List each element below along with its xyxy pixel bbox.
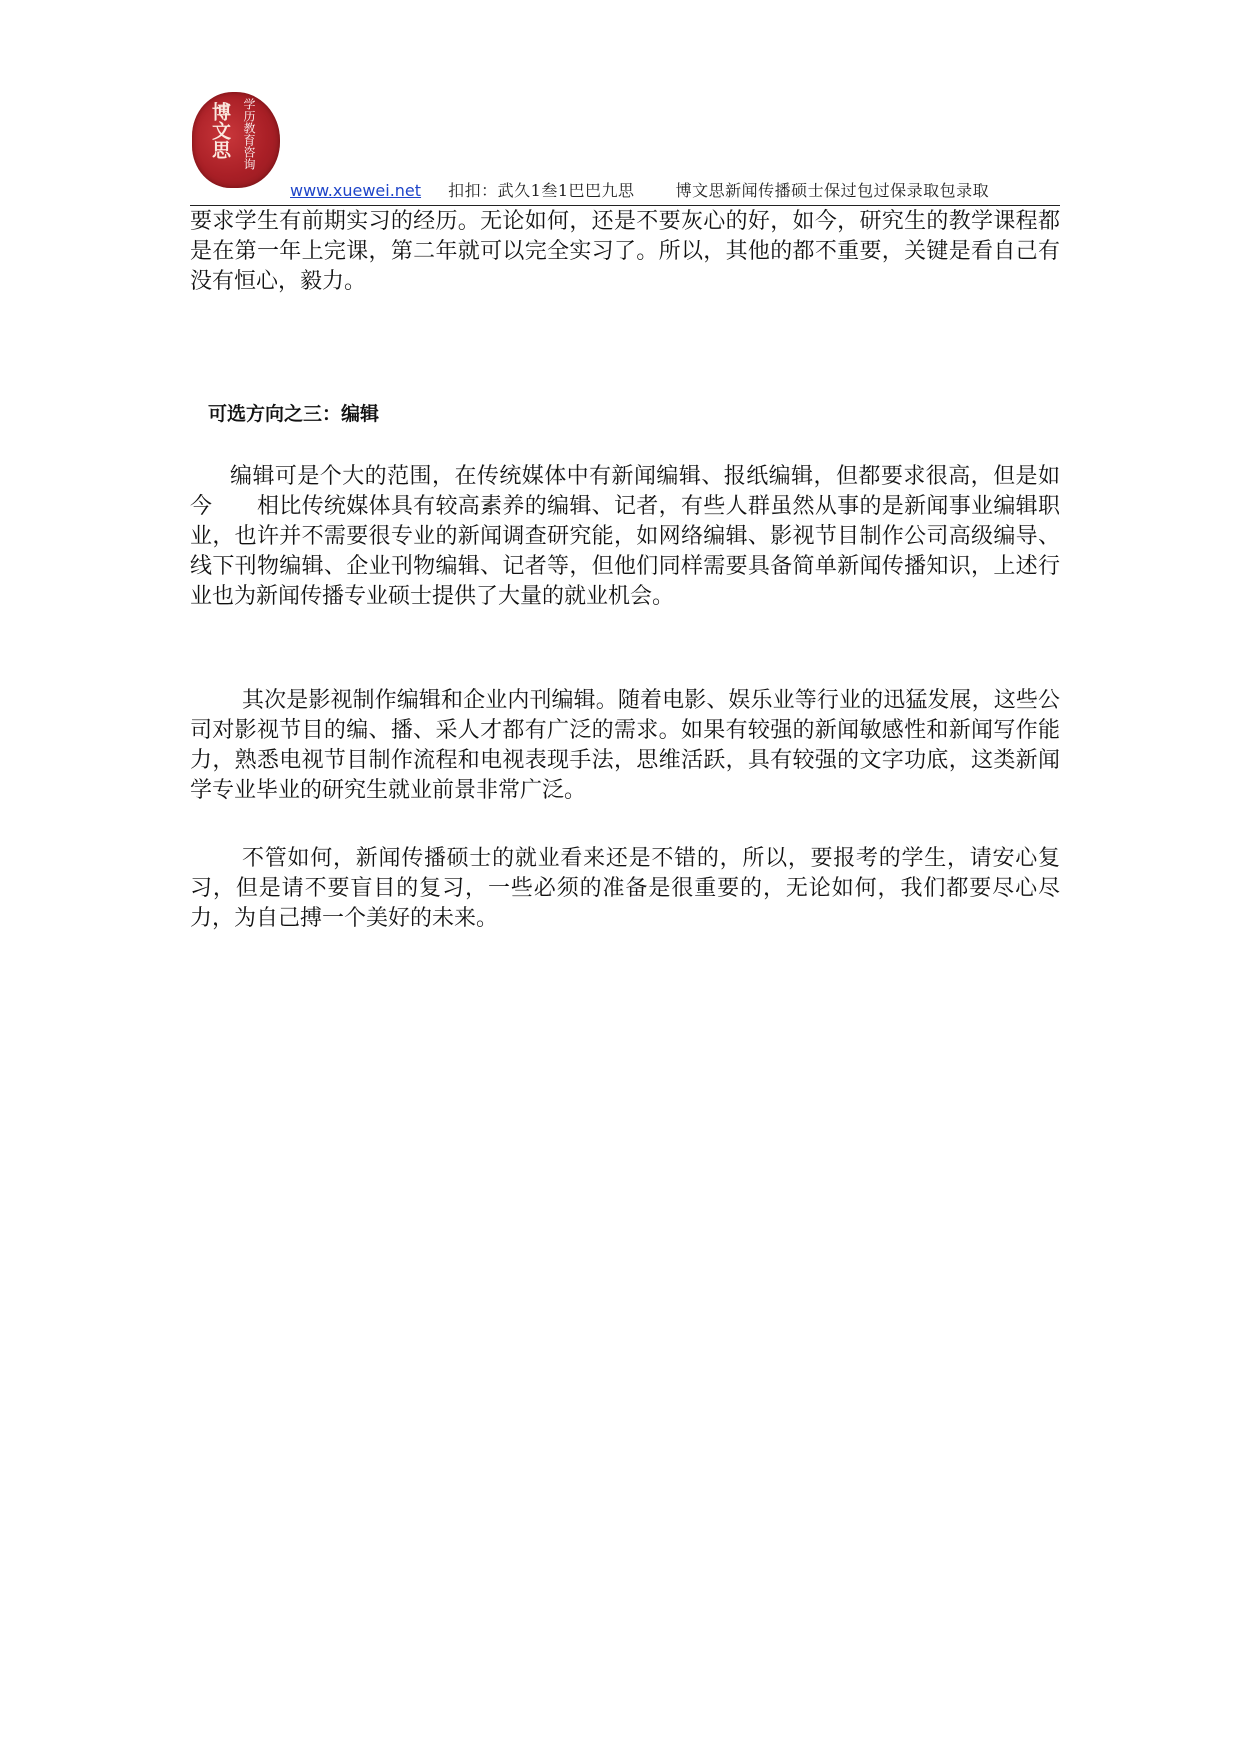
- website-link[interactable]: www.xuewei.net: [290, 181, 422, 200]
- logo-main-text: 博文思: [209, 102, 231, 159]
- paragraph-continued: 要求学生有前期实习的经历。无论如何，还是不要灰心的好，如今，研究生的教学课程都是在第一年上完课，第二年就可以完全实习了。所以，其他的都不重要，关键是看自己有没有恒心，毅力。: [190, 209, 1060, 294]
- paragraph-film-editing: 其次是影视制作编辑和企业内刊编辑。随着电影、娱乐业等行业的迅猛发展，这些公司对影视节目的编、播、采人才都有广泛的需求。如果有较强的新闻敏感性和新闻写作能力，熟悉电视节目制作流程和电视表现手法，思维活跃，具有较强的文字功底，这类新闻学专业毕业的研究生就业前景非常广泛。: [190, 688, 1060, 803]
- logo: [190, 90, 282, 194]
- section-heading: 可选方向之三：编辑: [208, 403, 380, 425]
- header-divider: [190, 205, 1060, 206]
- header-text-line: [290, 180, 1060, 202]
- contact-info: 扣扣：武久1叁1巴巴九思: [448, 181, 635, 200]
- logo-side-text: 学历教育咨询: [242, 98, 256, 170]
- seal-logo: [192, 92, 280, 188]
- paragraph-editing-scope: 编辑可是个大的范围，在传统媒体中有新闻编辑、报纸编辑，但都要求很高，但是如今 相比传统媒体具有较高素养的编辑、记者，有些人群虽然从事的是新闻事业编辑职业，也许并不需要很专业的新闻调查研究能，如网络编辑、影视节目制作公司高级编导、线下刊物编辑、企业刊物编辑、记者等，但他们同样需要具备简单新闻传播知识，上述行业也为新闻传播专业硕士提供了大量的就业机会。: [190, 464, 1060, 609]
- page-header: [190, 90, 1060, 206]
- paragraph-conclusion: 不管如何，新闻传播硕士的就业看来还是不错的，所以，要报考的学生，请安心复习，但是请不要盲目的复习，一些必须的准备是很重要的，无论如何，我们都要尽心尽力，为自己搏一个美好的未来。: [190, 846, 1060, 931]
- header-tagline: 博文思新闻传播硕士保过包过保录取包录取: [675, 181, 990, 200]
